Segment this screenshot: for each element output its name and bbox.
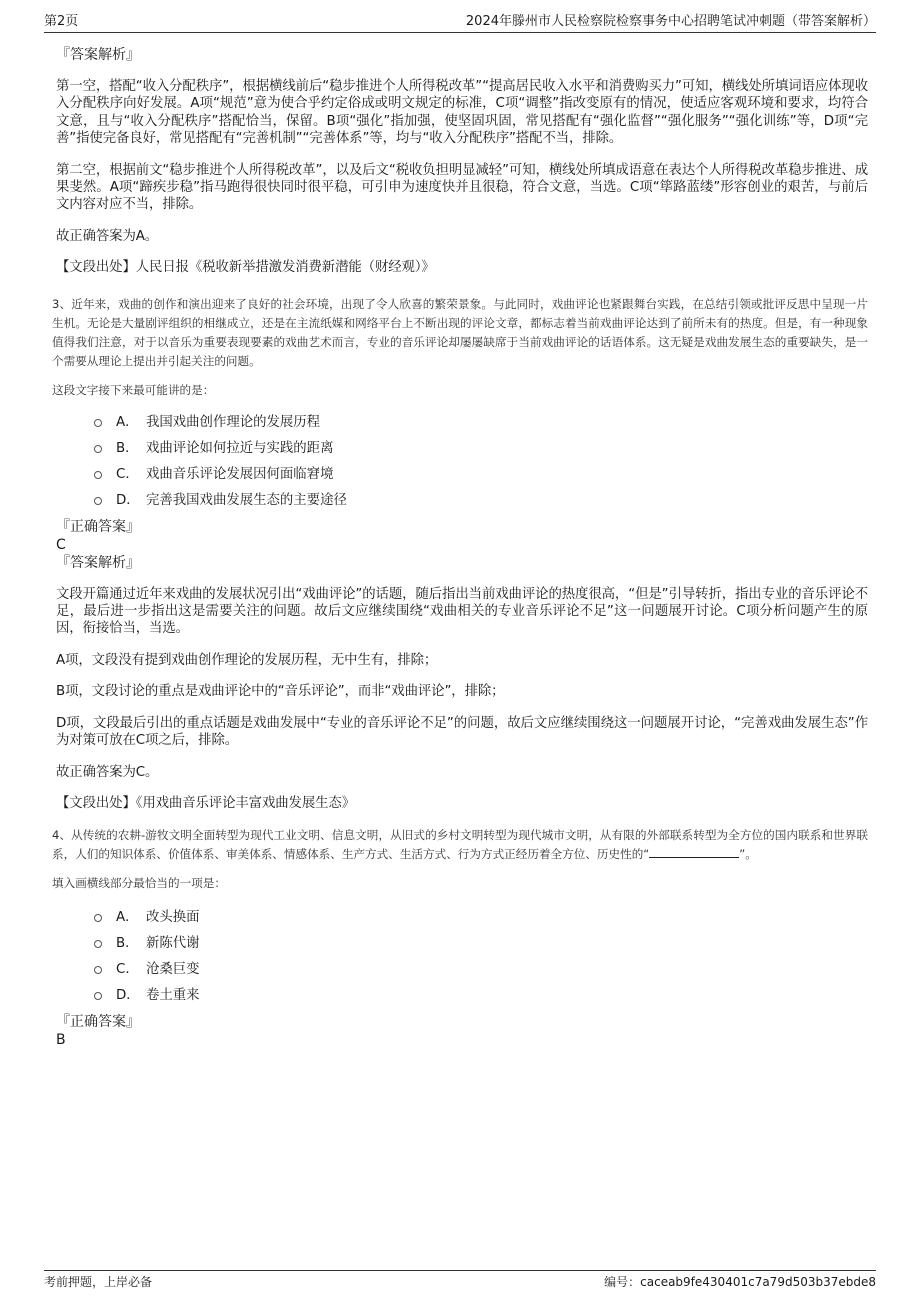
option-a[interactable]: A． 我国戏曲创作理论的发展历程 (94, 410, 868, 436)
document-title: 2024年滕州市人民检察院检察事务中心招聘笔试冲刺题（带答案解析） (465, 14, 876, 29)
option-d[interactable]: D． 完善我国戏曲发展生态的主要途径 (94, 488, 868, 514)
question-3-options (94, 410, 868, 514)
radio-icon[interactable] (94, 992, 102, 1000)
document-body (52, 40, 868, 1049)
analysis-paragraph-3: B项，文段讨论的重点是戏曲评论中的“音乐评论”，而非“戏曲评论”，排除； (56, 684, 505, 700)
correct-answer-label: 『正确答案』 (56, 518, 140, 535)
page-number: 第2页 (44, 14, 79, 29)
analysis-label: 『答案解析』 (56, 554, 140, 571)
analysis-label: 『答案解析』 (56, 47, 140, 63)
analysis-paragraph-1: 文段开篇通过近年来戏曲的发展状况引出“戏曲评论”的话题，随后指出当前戏曲评论的热度很高，“但是”引导转折，指出专业的音乐评论不足，最后进一步指出这是需要关注的问题。故后文应继续围绕“戏曲相关的专业音乐评论不足”这一问题展开讨论。C项分析问题产生的原因，衔接恰当，当选。 (56, 586, 868, 637)
question-3-stem: 3、近年来，戏曲的创作和演出迎来了良好的社会环境，出现了令人欣喜的繁荣景象。与此同时，戏曲评论也紧跟舞台实践，在总结引领或批评反思中呈现一片生机。无论是大量剧评组织的相继成立，还是在主流纸媒和网络平台上不断出现的评论文章，都标志着当前戏曲评论达到了前所未有的热度。但是，有一种现象值得我们注意，对于以音乐为重要表现要素的戏曲艺术而言，专业的音乐评论却屡屡缺席于当前戏曲评论的话语体系。这无疑是戏曲发展生态的重要缺失，是一个需要从理论上提出并引起关注的问题。 (52, 296, 868, 368)
option-b[interactable]: B． 戏曲评论如何拉近与实践的距离 (94, 436, 868, 462)
radio-icon[interactable] (94, 419, 102, 427)
option-c[interactable]: C． 沧桑巨变 (94, 957, 868, 983)
page-header (44, 12, 876, 33)
analysis-paragraph-2: 第二空，根据前文“稳步推进个人所得税改革”，以及后文“税收负担明显减轻”可知，横线处所填成语意在表达个人所得税改革稳步推进、成果斐然。A项“蹄疾步稳”指马跑得很快同时很平稳，可引申为速度快并且很稳，符合文意，当选。C项“筚路蓝缕”形容创业的艰苦，与前后文内容对应不当，排除。 (56, 162, 868, 213)
radio-icon[interactable] (94, 966, 102, 974)
source-citation: 【文段出处】人民日报《税收新举措激发消费新潜能（财经观）》 (56, 260, 435, 276)
radio-icon[interactable] (94, 497, 102, 505)
analysis-conclusion: 故正确答案为C。 (56, 764, 159, 780)
radio-icon[interactable] (94, 445, 102, 453)
question-4-prompt: 填入画横线部分最恰当的一项是： (52, 876, 226, 891)
question-3-prompt: 这段文字接下来最可能讲的是： (52, 382, 215, 397)
source-citation: 【文段出处】《用戏曲音乐评论丰富戏曲发展生态》 (56, 795, 355, 811)
correct-answer-label: 『正确答案』 (56, 1014, 140, 1031)
option-c[interactable]: C． 戏曲音乐评论发展因何面临窘境 (94, 462, 868, 488)
fill-blank (649, 845, 739, 858)
analysis-paragraph-1: 第一空，搭配“收入分配秩序”，根据横线前后“稳步推进个人所得税改革”“提高居民收入水平和消费购买力”可知，横线处所填词语应体现收入分配秩序向好发展。A项“规范”意为使合乎约定俗成或明文规定的标准，C项“调整”指改变原有的情况，使适应客观环境和要求，均符合文意，且与“收入分配秩序”搭配恰当，保留。B项“强化”指加强，使坚固巩固，常见搭配有“强化监督”“强化服务”“强化训练”等，D项“完善”指使完备良好，常见搭配有“完善机制”“完善体系”等，均与“收入分配秩序”搭配不当，排除。 (56, 79, 868, 147)
document-code: 编号：caceab9fe430401c7a79d503b37ebde8 (604, 1275, 876, 1289)
option-a[interactable]: A． 改头换面 (94, 905, 868, 931)
correct-answer: B (56, 1032, 66, 1049)
correct-answer: C (56, 536, 66, 553)
option-b[interactable]: B． 新陈代谢 (94, 931, 868, 957)
question-4-options (94, 905, 868, 1009)
question-4-stem: 4、从传统的农耕-游牧文明全面转型为现代工业文明、信息文明，从旧式的乡村文明转型为现代城市文明，从有限的外部联系转型为全方位的国内联系和世界联系，人们的知识体系、价值体系、审美体系、情感体系、生产方式、生活方式、行为方式正经历着全方位、历史性的“ ”。 (52, 828, 868, 862)
radio-icon[interactable] (94, 914, 102, 922)
footer-slogan: 考前押题，上岸必备 (44, 1275, 153, 1289)
option-d[interactable]: D． 卷土重来 (94, 983, 868, 1009)
analysis-paragraph-4: D项，文段最后引出的重点话题是戏曲发展中“专业的音乐评论不足”的问题，故后文应继续围绕这一问题展开讨论，“完善戏曲发展生态”作为对策可放在C项之后，排除。 (56, 715, 868, 749)
radio-icon[interactable] (94, 471, 102, 479)
analysis-conclusion: 故正确答案为A。 (56, 228, 159, 244)
analysis-paragraph-2: A项，文段没有提到戏曲创作理论的发展历程，无中生有，排除； (56, 652, 438, 668)
radio-icon[interactable] (94, 940, 102, 948)
page-footer (44, 1270, 876, 1291)
